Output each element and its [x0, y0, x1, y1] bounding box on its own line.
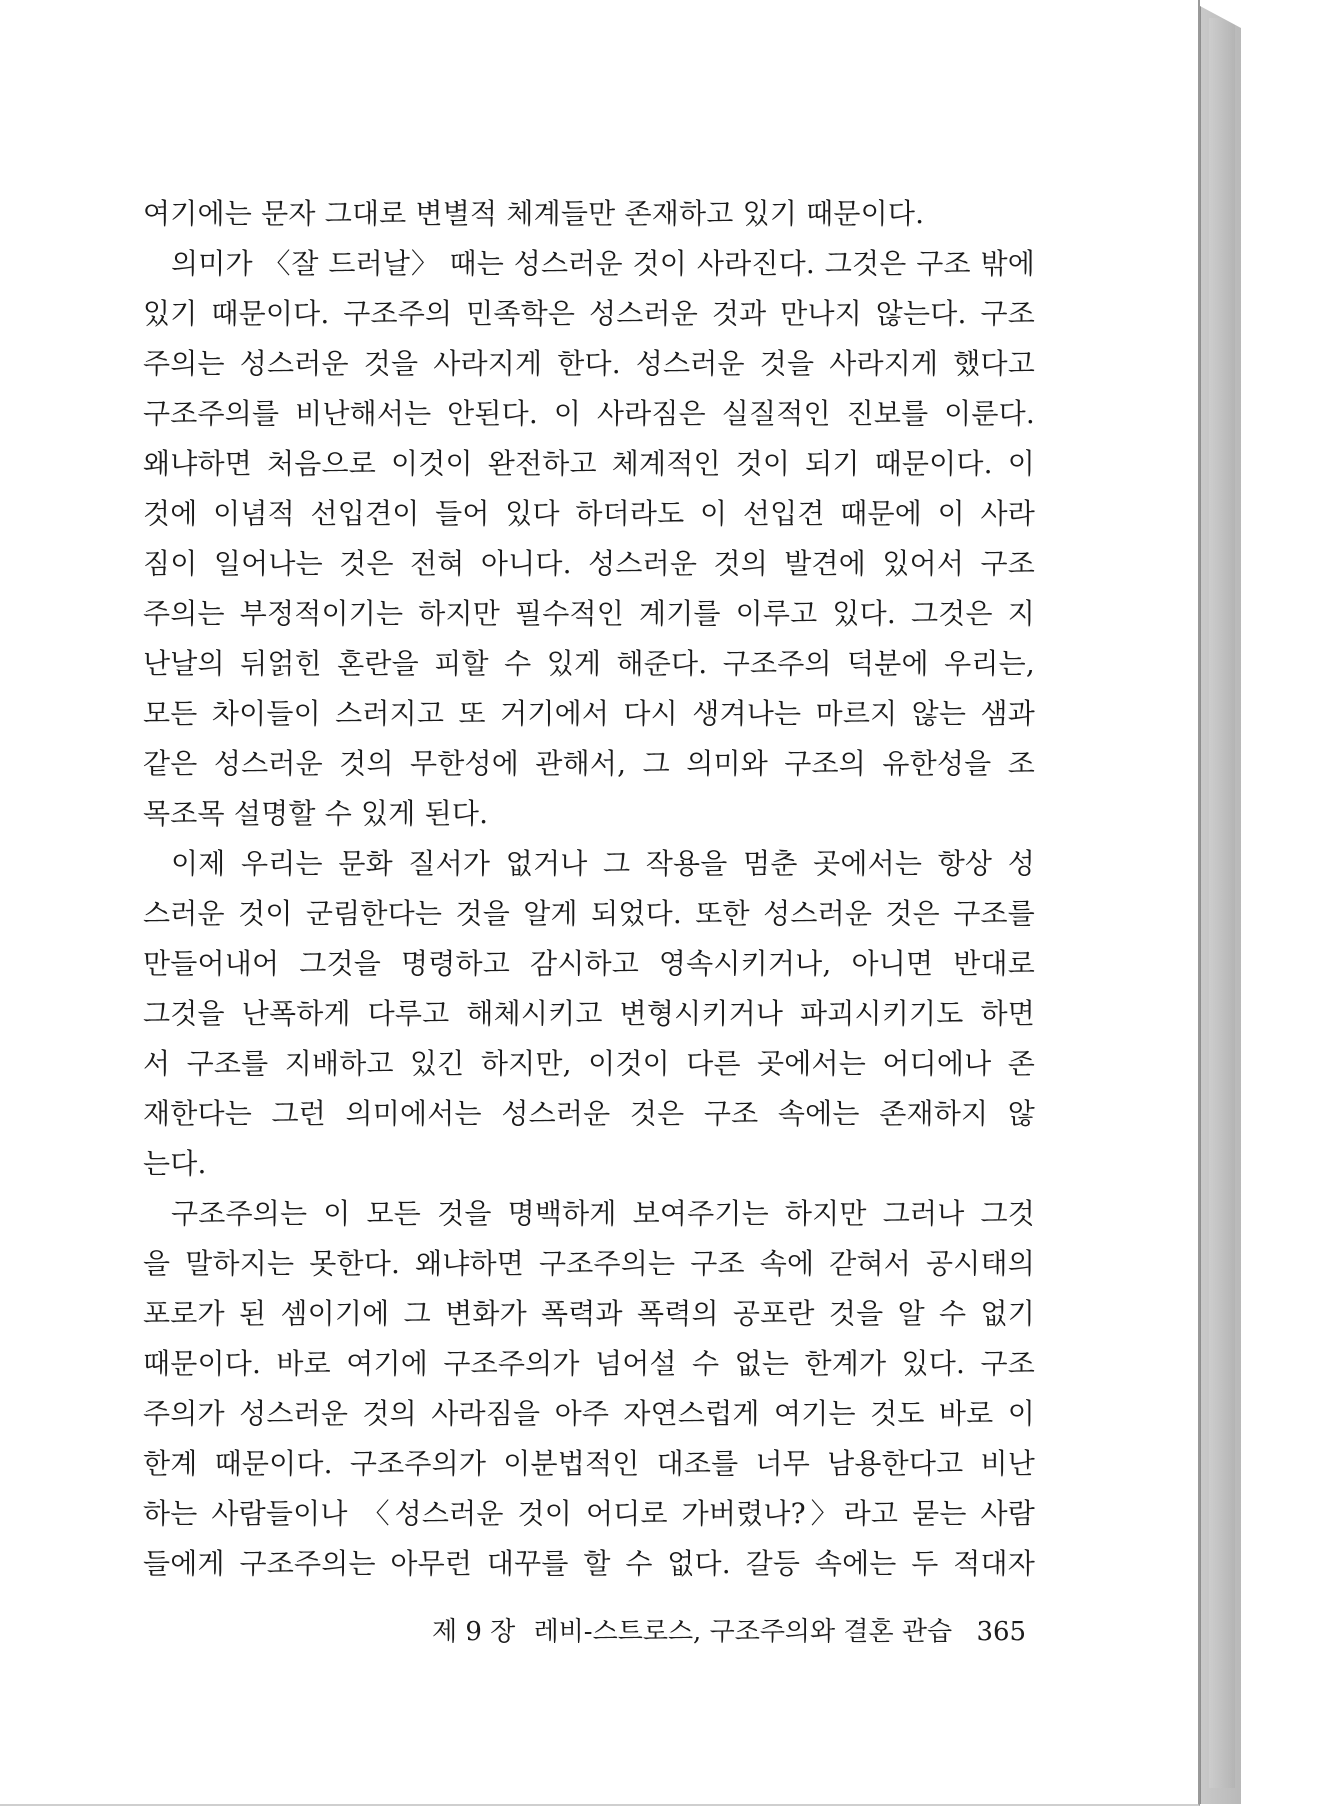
running-footer [432, 1612, 1027, 1652]
text-line: 모든 차이들이 스러지고 또 거기에서 다시 생겨나는 마르지 않는 샘과 [143, 697, 1035, 730]
text-line: 구조주의는 이 모든 것을 명백하게 보여주기는 하지만 그러나 그것 [171, 1197, 1035, 1230]
text-line: 는다. [143, 1147, 207, 1180]
page-number: 365 [976, 1617, 1027, 1647]
text-line: 주의가 성스러운 것의 사라짐을 아주 자연스럽게 여기는 것도 바로 이 [143, 1397, 1035, 1430]
text-line: 을 말하지는 못한다. 왜냐하면 구조주의는 구조 속에 갇혀서 공시태의 [143, 1247, 1035, 1280]
text-line: 그것을 난폭하게 다루고 해체시키고 변형시키거나 파괴시키기도 하면 [143, 997, 1035, 1030]
text-line: 하는 사람들이나 〈성스러운 것이 어디로 가버렸나?〉라고 묻는 사람 [143, 1497, 1035, 1530]
text-line: 재한다는 그런 의미에서는 성스러운 것은 구조 속에는 존재하지 않 [143, 1097, 1035, 1130]
text-line: 서 구조를 지배하고 있긴 하지만, 이것이 다른 곳에서는 어디에나 존 [143, 1047, 1035, 1080]
text-line: 만들어내어 그것을 명령하고 감시하고 영속시키거나, 아니면 반대로 [143, 947, 1035, 980]
text-line: 한계 때문이다. 구조주의가 이분법적인 대조를 너무 남용한다고 비난 [143, 1447, 1035, 1480]
text-line: 난날의 뒤얽힌 혼란을 피할 수 있게 해준다. 구조주의 덕분에 우리는, [143, 647, 1035, 680]
chapter-title: 레비-스트로스, 구조주의와 결혼 관습 [533, 1617, 953, 1647]
text-line: 들에게 구조주의는 아무런 대꾸를 할 수 없다. 갈등 속에는 두 적대자 [143, 1547, 1035, 1580]
text-line: 포로가 된 셈이기에 그 변화가 폭력과 폭력의 공포란 것을 알 수 없기 [143, 1297, 1035, 1330]
text-line: 스러운 것이 군림한다는 것을 알게 되었다. 또한 성스러운 것은 구조를 [143, 897, 1035, 930]
text-line: 주의는 부정적이기는 하지만 필수적인 계기를 이루고 있다. 그것은 지 [143, 597, 1035, 630]
text-line: 목조목 설명할 수 있게 된다. [143, 797, 489, 830]
text-line: 이제 우리는 문화 질서가 없거나 그 작용을 멈춘 곳에서는 항상 성 [171, 847, 1035, 880]
text-line: 왜냐하면 처음으로 이것이 완전하고 체계적인 것이 되기 때문이다. 이 [143, 447, 1035, 480]
text-line: 있기 때문이다. 구조주의 민족학은 성스러운 것과 만나지 않는다. 구조 [143, 297, 1035, 330]
text-line: 주의는 성스러운 것을 사라지게 한다. 성스러운 것을 사라지게 했다고 [143, 347, 1035, 380]
chapter-label: 제 9 장 [432, 1617, 516, 1647]
text-line: 구조주의를 비난해서는 안된다. 이 사라짐은 실질적인 진보를 이룬다. [143, 397, 1035, 430]
body-text [143, 189, 1035, 1589]
text-line: 것에 이념적 선입견이 들어 있다 하더라도 이 선입견 때문에 이 사라 [143, 497, 1035, 530]
text-line: 때문이다. 바로 여기에 구조주의가 넘어설 수 없는 한계가 있다. 구조 [143, 1347, 1035, 1380]
text-line: 의미가 〈잘 드러날〉 때는 성스러운 것이 사라진다. 그것은 구조 밖에 [171, 247, 1035, 280]
text-line: 여기에는 문자 그대로 변별적 체계들만 존재하고 있기 때문이다. [143, 197, 925, 230]
text-line: 짐이 일어나는 것은 전혀 아니다. 성스러운 것의 발견에 있어서 구조 [143, 547, 1035, 580]
text-line: 같은 성스러운 것의 무한성에 관해서, 그 의미와 구조의 유한성을 조 [143, 747, 1035, 780]
page-stack-edge [1200, 6, 1241, 1804]
